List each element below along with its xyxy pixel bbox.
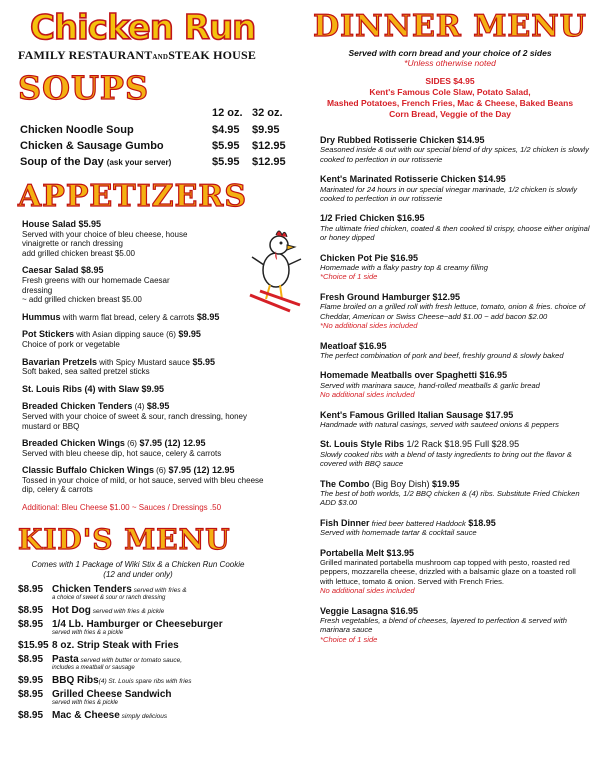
dinner-item-note: *Choice of 1 side [320, 634, 378, 644]
appetizer-title: Breaded Chicken Tenders [22, 401, 133, 412]
kids-item-desc: simply delicious [119, 713, 168, 721]
appetizers-additional-note: Additional: Bleu Cheese $1.00 ~ Sauces / Dressings .50 [22, 503, 222, 513]
appetizer-item [22, 439, 272, 458]
kids-item-subdesc: includes a meatball or sausage [52, 665, 135, 672]
dinner-item-desc: Seasoned inside & out with our special blend of dry spices, 1/2 chicken is slowly cooked to perfection in our rotisserie [320, 145, 589, 164]
dinner-item-price: $18.95 [465, 517, 496, 528]
appetizer-price: $7.95 (12) 12.95 [165, 465, 235, 476]
dinner-item-desc: The best of both worlds, 1/2 BBQ chicken & (4) ribs. Substitute Fried Chicken ADD $3.00 [320, 488, 580, 508]
kids-sub-line-2: (12 and under only) [103, 570, 173, 580]
kids-item [18, 710, 290, 721]
dinner-item-size-prices: 1/2 Rack $18.95 Full $28.95 [404, 439, 520, 450]
dinner-item-desc: The perfect combination of pork and beef, freshly ground & slowly baked [320, 350, 564, 360]
kids-item [18, 689, 290, 707]
kids-item-price: $8.95 [18, 605, 44, 617]
dinner-subtitle-note: *Unless otherwise noted [404, 58, 496, 68]
dinner-item-title: Homemade Meatballs over Spaghetti $16.95 [320, 370, 508, 381]
kids-item-desc: served with fries & [131, 587, 187, 595]
appetizer-price: $7.95 (12) 12.95 [136, 438, 206, 449]
dinner-item-desc: Homemade with a flaky pastry top & creamy filling [320, 263, 488, 273]
appetizer-item [22, 266, 202, 304]
dinner-item-subtitle: (Big Boy Dish) [369, 478, 430, 489]
dinner-item-subtitle: fried beer battered Haddock [369, 518, 466, 528]
dinner-item-desc: Fresh vegetables, a blend of cheeses, layered to perfection & served with marinara sauce [320, 616, 567, 635]
appetizer-desc: Choice of pork or vegetable [22, 339, 120, 349]
appetizer-desc: Served with your choice of sweet & sour, ranch dressing, honey mustard or BBQ [22, 411, 248, 431]
kids-item [18, 584, 290, 602]
dinner-item-title: Kent's Famous Grilled Italian Sausage $17.95 [320, 409, 514, 420]
dinner-item-title: Dry Rubbed Rotisserie Chicken $14.95 [320, 135, 485, 145]
right-column [310, 10, 590, 655]
appetizer-item [22, 402, 272, 431]
soup-price-large: $12.95 [252, 140, 286, 152]
dinner-item-desc: Flame broiled on a grilled roll with fresh lettuce, tomato, onion & fries. choice of Cheddar, American or Swiss Cheese~add $1.00 ~ add bacon $2.00 [320, 302, 586, 321]
appetizer-inline-desc: (6) [124, 439, 137, 449]
appetizer-title: St. Louis Ribs (4) with Slaw $9.95 [22, 383, 165, 394]
dinner-item-desc: Slowly cooked ribs with a blend of tasty ingredients to bring out the flavor & covered with BBQ sauce [320, 449, 572, 469]
sides-block [310, 76, 590, 120]
dinner-item-title: Fish Dinner [320, 517, 370, 528]
left-column [18, 10, 290, 724]
appetizer-desc-extra: ~ add grilled chicken breast $5.00 [22, 295, 142, 305]
chicken-skier-mascot-icon [246, 225, 306, 315]
dinner-list [320, 136, 590, 644]
sides-title: SIDES $4.95 [425, 76, 475, 86]
soups-heading: SOUPS [18, 69, 150, 107]
soup-row [20, 138, 292, 154]
kids-item [18, 640, 290, 651]
dinner-item-title: Portabella Melt $13.95 [320, 547, 415, 558]
kids-item-desc: served with fries & pickle [90, 608, 165, 616]
brand-tagline [18, 48, 290, 63]
dinner-item-desc: Served with homemade tartar & cocktail sauce [320, 528, 477, 538]
appetizer-item [22, 466, 272, 495]
soup-size-32oz: 32 oz. [252, 107, 283, 119]
soup-price-large: $12.95 [252, 156, 286, 168]
soup-name: Soup of the Day [20, 156, 104, 168]
kids-item-name: Pasta [52, 654, 79, 666]
tagline-part-b: STEAK HOUSE [168, 48, 257, 62]
kids-item-name: Hot Dog [52, 605, 91, 617]
dinner-item [320, 214, 590, 242]
dinner-item-title: 1/2 Fried Chicken $16.95 [320, 213, 425, 224]
dinner-item-desc: Served with marinara sauce, hand-rolled meatballs & garlic bread [320, 380, 540, 390]
appetizers-list [22, 220, 272, 512]
sides-line: Mashed Potatoes, French Fries, Mac & Cheese, Baked Beans [326, 98, 574, 108]
dinner-item-title: St. Louis Style Ribs [320, 439, 405, 450]
soup-price-small: $5.95 [212, 156, 240, 168]
dinner-item-title: Veggie Lasagna $16.95 [320, 605, 419, 616]
soup-name: Chicken & Sausage Gumbo [20, 140, 164, 152]
soup-row [20, 122, 292, 138]
kids-item-price: $8.95 [18, 619, 44, 631]
dinner-item [320, 440, 590, 468]
appetizer-title: Bavarian Pretzels [22, 356, 98, 367]
kids-item-price: $8.95 [18, 584, 44, 596]
kids-item-price: $8.95 [18, 689, 44, 701]
dinner-item [320, 136, 590, 164]
appetizer-item [22, 358, 272, 377]
dinner-item [320, 519, 590, 538]
dinner-item [320, 342, 590, 361]
dinner-item-title: The Combo [320, 478, 370, 489]
kids-item [18, 605, 290, 616]
soup-price-small: $5.95 [212, 140, 240, 152]
kids-item [18, 675, 290, 686]
kids-item [18, 654, 290, 672]
dinner-item [320, 549, 590, 596]
appetizer-price: $8.95 [194, 311, 220, 322]
tagline-part-a: FAMILY RESTAURANT [18, 48, 153, 62]
kids-item-price: $15.95 [18, 640, 49, 652]
soups-table [20, 105, 292, 170]
kids-item-subdesc: served with fries & pickle [52, 700, 119, 707]
appetizer-title: Breaded Chicken Wings [22, 438, 125, 449]
appetizers-heading: APPETIZERS [18, 179, 247, 214]
sides-line: Kent's Famous Cole Slaw, Potato Salad, [369, 87, 531, 97]
appetizer-title: Hummus [22, 311, 61, 322]
kids-menu-heading: KID'S MENU [18, 523, 231, 557]
soups-size-header [20, 105, 292, 122]
appetizer-desc: Tossed in your choice of mild, or hot sauce, served with bleu cheese dip, celery & carrots [22, 475, 264, 495]
dinner-item [320, 254, 590, 282]
appetizer-title: Pot Stickers [22, 329, 75, 340]
dinner-item [320, 411, 590, 430]
dinner-item-desc: Handmade with natural casings, served with sauteed onions & peppers [320, 419, 559, 429]
brand-logo: Chicken Run [30, 8, 256, 48]
kids-item-desc: served with butter or tomato sauce, [78, 657, 183, 665]
kids-item-name: Grilled Cheese Sandwich [52, 689, 172, 701]
kids-item [18, 619, 290, 637]
kids-item-desc: (4) St. Louis spare ribs with fries [98, 678, 192, 686]
soup-row [20, 154, 292, 170]
appetizer-inline-desc: with Spicy Mustard sauce [97, 357, 190, 367]
kids-item-price: $9.95 [18, 675, 44, 687]
appetizer-desc: Served with your choice of bleu cheese, house vinaigrette or ranch dressing [22, 229, 188, 249]
appetizer-desc-extra: add grilled chicken breast $5.00 [22, 248, 135, 258]
dinner-item-title: Chicken Pot Pie $16.95 [320, 252, 419, 263]
soup-note: (ask your server) [106, 158, 172, 167]
kids-item-price: $8.95 [18, 710, 44, 722]
appetizer-price: $8.95 [144, 401, 170, 412]
soup-price-large: $9.95 [252, 124, 280, 136]
dinner-item-desc: Marinated for 24 hours in our special vinegar marinade, 1/2 chicken is slowly cooked to perfection in our rotisserie [320, 184, 578, 204]
dinner-item-price: $19.95 [429, 478, 460, 489]
dinner-item [320, 293, 590, 331]
dinner-item [320, 175, 590, 203]
dinner-item-desc: The ultimate fried chicken, coated & then cooked til crispy, choose either original or honey dipped [320, 223, 590, 243]
soup-price-small: $4.95 [212, 124, 240, 136]
kids-item-name: Mac & Cheese [52, 710, 120, 722]
dinner-item [320, 371, 590, 399]
dinner-item-note: *Choice of 1 side [320, 272, 378, 282]
kids-item-name: 8 oz. Strip Steak with Fries [52, 640, 179, 652]
kids-sub-line-1: Comes with 1 Package of Wiki Stix & a Chicken Run Cookie [31, 560, 245, 570]
kids-item-price: $8.95 [18, 654, 44, 666]
appetizer-desc: Served with bleu cheese dip, hot sauce, celery & carrots [22, 448, 222, 458]
dinner-menu-heading: DINNER MENU [313, 9, 587, 44]
kids-item-subdesc: served with fries & a pickle [52, 630, 124, 637]
appetizer-item [22, 385, 272, 395]
kids-menu-list [18, 584, 290, 721]
tagline-and: AND [152, 53, 169, 61]
dinner-item-desc: Grilled marinated portabella mushroom cap topped with pesto, roasted red peppers, mozzarella cheese, drizzled with a balsamic glaze on a toasted roll with lettuce, tomato & onion. Served with French Fries. [320, 558, 576, 586]
dinner-item [320, 480, 590, 508]
appetizer-item [22, 220, 202, 258]
appetizer-desc: Fresh greens with our homemade Caesar dressing [22, 275, 170, 295]
appetizer-inline-desc: (4) [132, 402, 145, 412]
dinner-item-title: Fresh Ground Hamburger $12.95 [320, 291, 461, 302]
kids-menu-subtitle [18, 560, 258, 580]
appetizer-item [22, 330, 272, 349]
appetizer-title: Caesar Salad $8.95 [22, 265, 104, 276]
kids-item-name: 1/4 Lb. Hamburger or Cheeseburger [52, 619, 223, 631]
appetizer-inline-desc: with Asian dipping sauce (6) [74, 330, 176, 340]
dinner-item-title: Kent's Marinated Rotisserie Chicken $14.95 [320, 174, 506, 185]
appetizer-title: House Salad $5.95 [22, 219, 102, 229]
appetizer-title: Classic Buffalo Chicken Wings [22, 465, 154, 476]
dinner-item-note: *No additional sides included [320, 321, 418, 331]
soup-name: Chicken Noodle Soup [20, 124, 134, 136]
appetizer-inline-desc: (6) [153, 466, 166, 476]
dinner-item-note: No additional sides included [320, 586, 415, 596]
sides-line: Corn Bread, Veggie of the Day [389, 109, 511, 119]
appetizer-price: $9.95 [175, 329, 201, 340]
dinner-item-title: Meatloaf $16.95 [320, 340, 387, 351]
dinner-item [320, 607, 590, 645]
appetizer-inline-desc: with warm flat bread, celery & carrots [60, 312, 195, 322]
kids-item-subdesc: a choice of sweet & sour or ranch dressing [52, 595, 166, 602]
dinner-item-note: No additional sides included [320, 390, 415, 400]
soup-size-12oz: 12 oz. [212, 107, 243, 119]
appetizer-price: $5.95 [189, 356, 216, 367]
dinner-subtitle: Served with corn bread and your choice of 2 sides [348, 48, 552, 58]
appetizer-desc: Soft baked, sea salted pretzel sticks [22, 367, 150, 377]
kids-item-name: Chicken Tenders [52, 584, 132, 596]
kids-item-name: BBQ Ribs [52, 675, 99, 687]
appetizer-item [22, 313, 272, 323]
